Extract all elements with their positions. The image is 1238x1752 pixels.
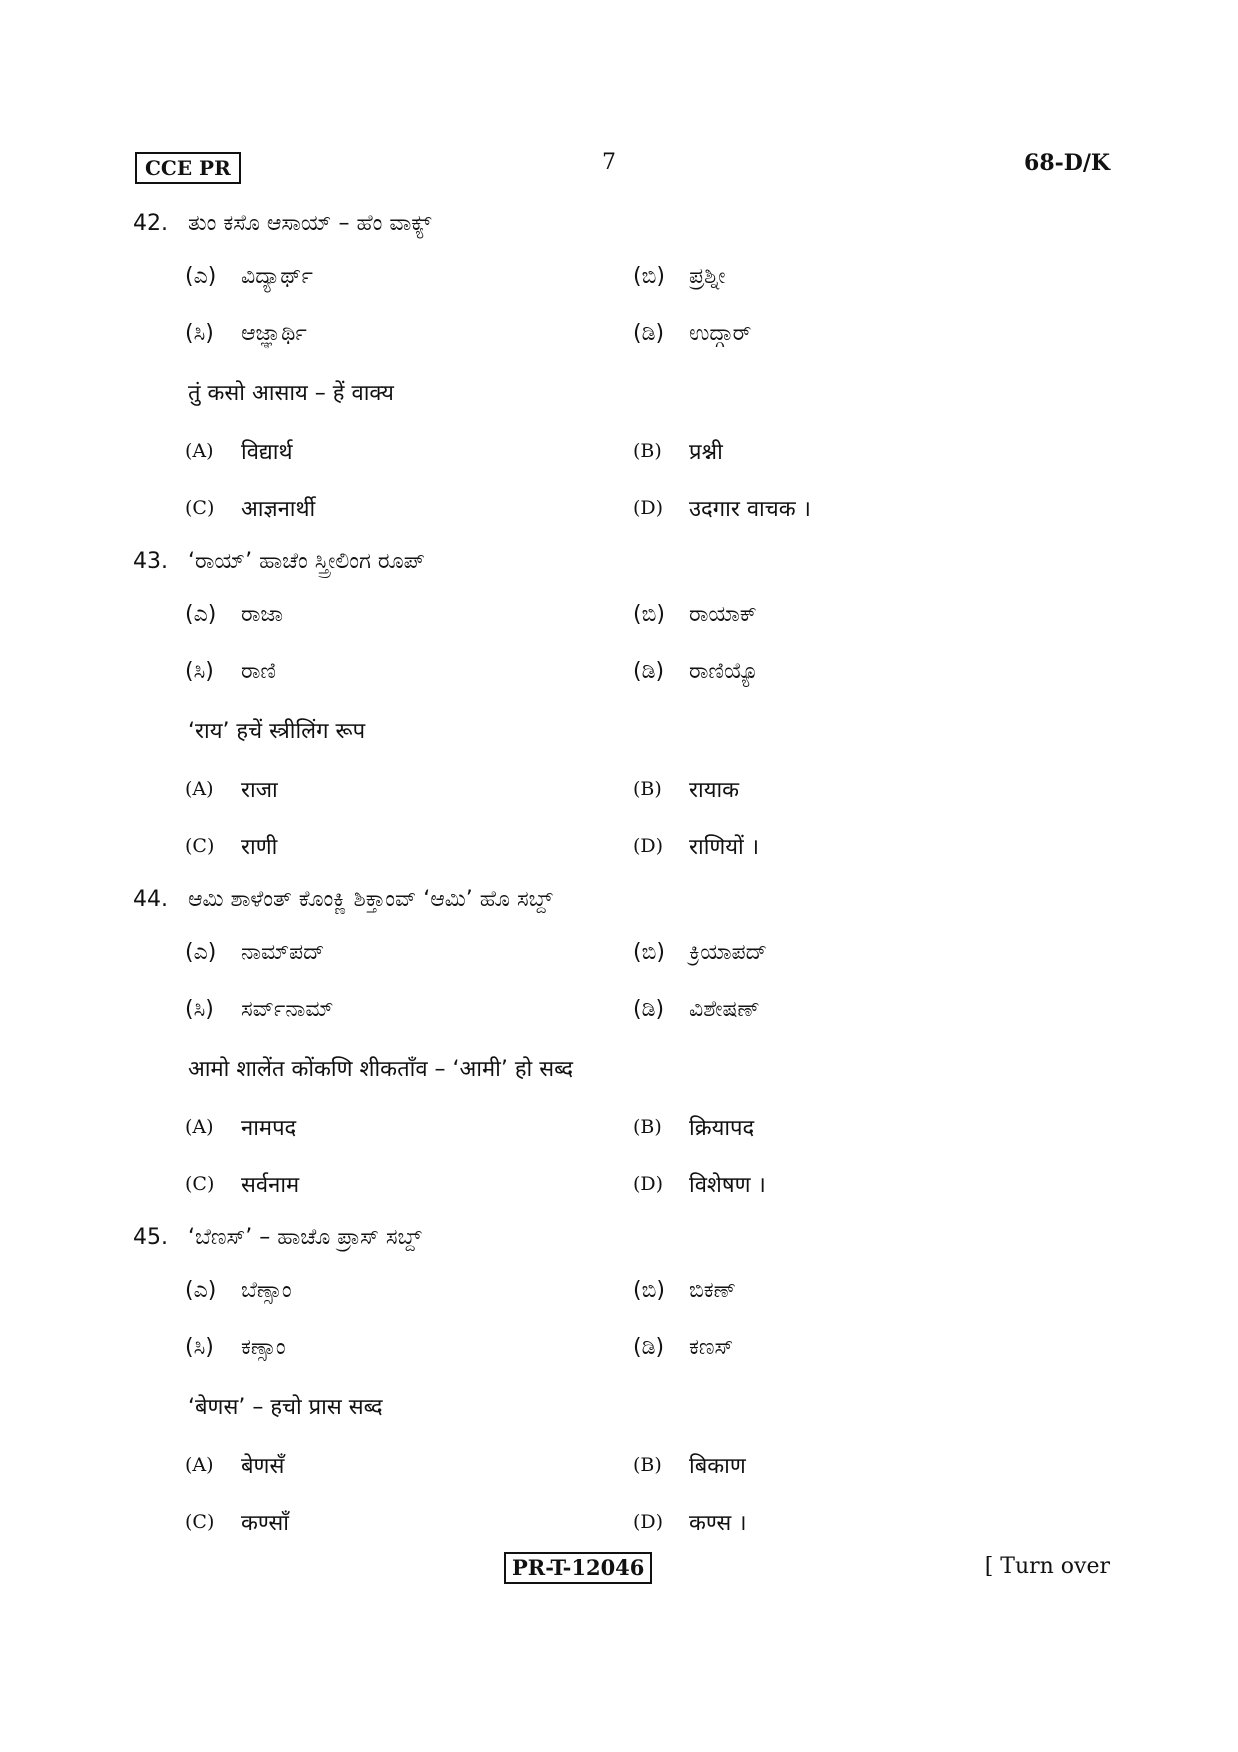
option-a-kannada: (ಎ) ನಾಮ್‌ಪದ್: [185, 940, 325, 965]
question-45: [133, 1212, 1123, 1550]
option-b-kannada: (ಬಿ) ಪ್ರಶ್ನೀ: [633, 264, 726, 289]
options-row: [133, 479, 1123, 536]
devanagari-question-text: ‘राय’ हचें स्त्रीलिंग रूप: [188, 719, 366, 744]
option-c-devanagari: (C) कण्साँ: [185, 1510, 289, 1536]
devanagari-question-text: तुं कसो आसाय – हें वाक्य: [188, 381, 394, 406]
question-42: [133, 198, 1123, 536]
question-number: 44.: [133, 886, 168, 912]
turn-over-note: [ Turn over: [984, 1554, 1110, 1579]
question-43: [133, 536, 1123, 874]
questions-section: [133, 198, 1123, 1550]
option-a-devanagari: (A) नामपद: [185, 1115, 297, 1141]
kannada-question-text: ‘ರಾಯ್’ ಹಾಚೆಂ ಸ್ತ್ರೀಲಿಂಗ ರೂಪ್: [188, 548, 425, 574]
options-row: [133, 1098, 1123, 1155]
options-row: [133, 1262, 1123, 1319]
option-d-kannada: (ಡಿ) ಉದ್ಗಾರ್: [633, 321, 752, 346]
options-row: [133, 248, 1123, 305]
option-a-devanagari: (A) बेणसँ: [185, 1453, 285, 1479]
option-c-devanagari: (C) सर्वनाम: [185, 1172, 300, 1198]
page-number: 7: [602, 150, 616, 175]
option-d-kannada: (ಡಿ) ರಾಣಿಯ್ಯೊ: [633, 659, 759, 684]
question-number: 45.: [133, 1224, 168, 1250]
page-footer: [0, 1552, 1238, 1592]
kannada-question-text: ‘ಬೆಣಸ್’ – ಹಾಚೊ ಪ್ರಾಸ್ ಸಬ್ದ್: [188, 1224, 422, 1250]
options-row: [133, 1493, 1123, 1550]
option-c-kannada: (ಸಿ) ಕಣ್ಸಾಂ: [185, 1335, 286, 1360]
option-b-devanagari: (B) बिकाण: [633, 1453, 746, 1479]
question-line: [133, 1212, 1123, 1262]
question-line: [133, 536, 1123, 586]
options-row: [133, 817, 1123, 874]
option-b-devanagari: (B) क्रियापद: [633, 1115, 755, 1141]
options-row: [133, 924, 1123, 981]
options-row: [133, 1319, 1123, 1376]
option-d-devanagari: (D) उदगार वाचक ।: [633, 496, 811, 522]
option-a-devanagari: (A) राजा: [185, 777, 278, 803]
devanagari-question-text: ‘बेणस’ – हचो प्रास सब्द: [188, 1395, 383, 1420]
option-b-kannada: (ಬಿ) ಕ್ರಿಯಾಪದ್: [633, 940, 767, 965]
option-c-kannada: (ಸಿ) ರಾಣಿ: [185, 659, 276, 684]
options-row: [133, 1155, 1123, 1212]
option-b-kannada: (ಬಿ) ಬಿಕಣ್: [633, 1278, 736, 1303]
kannada-question-text: ತುಂ ಕಸೊ ಆಸಾಯ್ – ಹೆಂ ವಾಕ್ಯ್: [188, 210, 432, 236]
option-d-kannada: (ಡಿ) ವಿಶೇಷಣ್: [633, 997, 760, 1022]
options-row: [133, 760, 1123, 817]
option-a-kannada: (ಎ) ವಿದ್ಯಾರ್ಥ್: [185, 264, 313, 289]
kannada-question-text: ಆಮಿ ಶಾಳೆಂತ್ ಕೊಂಕ್ಣಿ ಶಿಕ್ತಾಂವ್ ‘ಆಮಿ’ ಹೊ ಸಬ್ದ್: [188, 886, 553, 912]
option-c-kannada: (ಸಿ) ಸರ್ವ್‌ನಾಮ್: [185, 997, 334, 1022]
options-row: [133, 981, 1123, 1038]
question-number: 43.: [133, 548, 168, 574]
option-c-devanagari: (C) राणी: [185, 834, 278, 860]
option-a-kannada: (ಎ) ಬೆಣ್ಸಾಂ: [185, 1278, 292, 1303]
option-b-kannada: (ಬಿ) ರಾಯಾಕ್: [633, 602, 757, 627]
option-a-kannada: (ಎ) ರಾಜಾ: [185, 602, 283, 627]
option-d-kannada: (ಡಿ) ಕಣಸ್: [633, 1335, 734, 1360]
page-header: [0, 150, 1238, 190]
options-row: [133, 305, 1123, 362]
option-b-devanagari: (B) प्रश्नी: [633, 439, 723, 465]
option-d-devanagari: (D) विशेषण ।: [633, 1172, 766, 1198]
question-line: [133, 198, 1123, 248]
option-b-devanagari: (B) रायाक: [633, 777, 740, 803]
options-row: [133, 643, 1123, 700]
footer-code-box: PR-T-12046: [504, 1552, 652, 1584]
question-line: [133, 874, 1123, 924]
option-d-devanagari: (D) राणियों ।: [633, 834, 760, 860]
question-number: 42.: [133, 210, 168, 236]
devanagari-question-text: आमो शालेंत कोंकणि शीकताँव – ‘आमी’ हो सब्द: [188, 1057, 574, 1082]
option-c-kannada: (ಸಿ) ಆಜ್ಞಾರ್ಥಿ: [185, 321, 307, 346]
option-a-devanagari: (A) विद्यार्थ: [185, 439, 293, 465]
options-row: [133, 1436, 1123, 1493]
options-row: [133, 422, 1123, 479]
options-row: [133, 586, 1123, 643]
option-d-devanagari: (D) कण्स ।: [633, 1510, 747, 1536]
question-44: [133, 874, 1123, 1212]
exam-code-box: CCE PR: [135, 152, 241, 184]
paper-code: 68-D/K: [1024, 150, 1110, 176]
option-c-devanagari: (C) आज्ञनार्थी: [185, 496, 316, 522]
